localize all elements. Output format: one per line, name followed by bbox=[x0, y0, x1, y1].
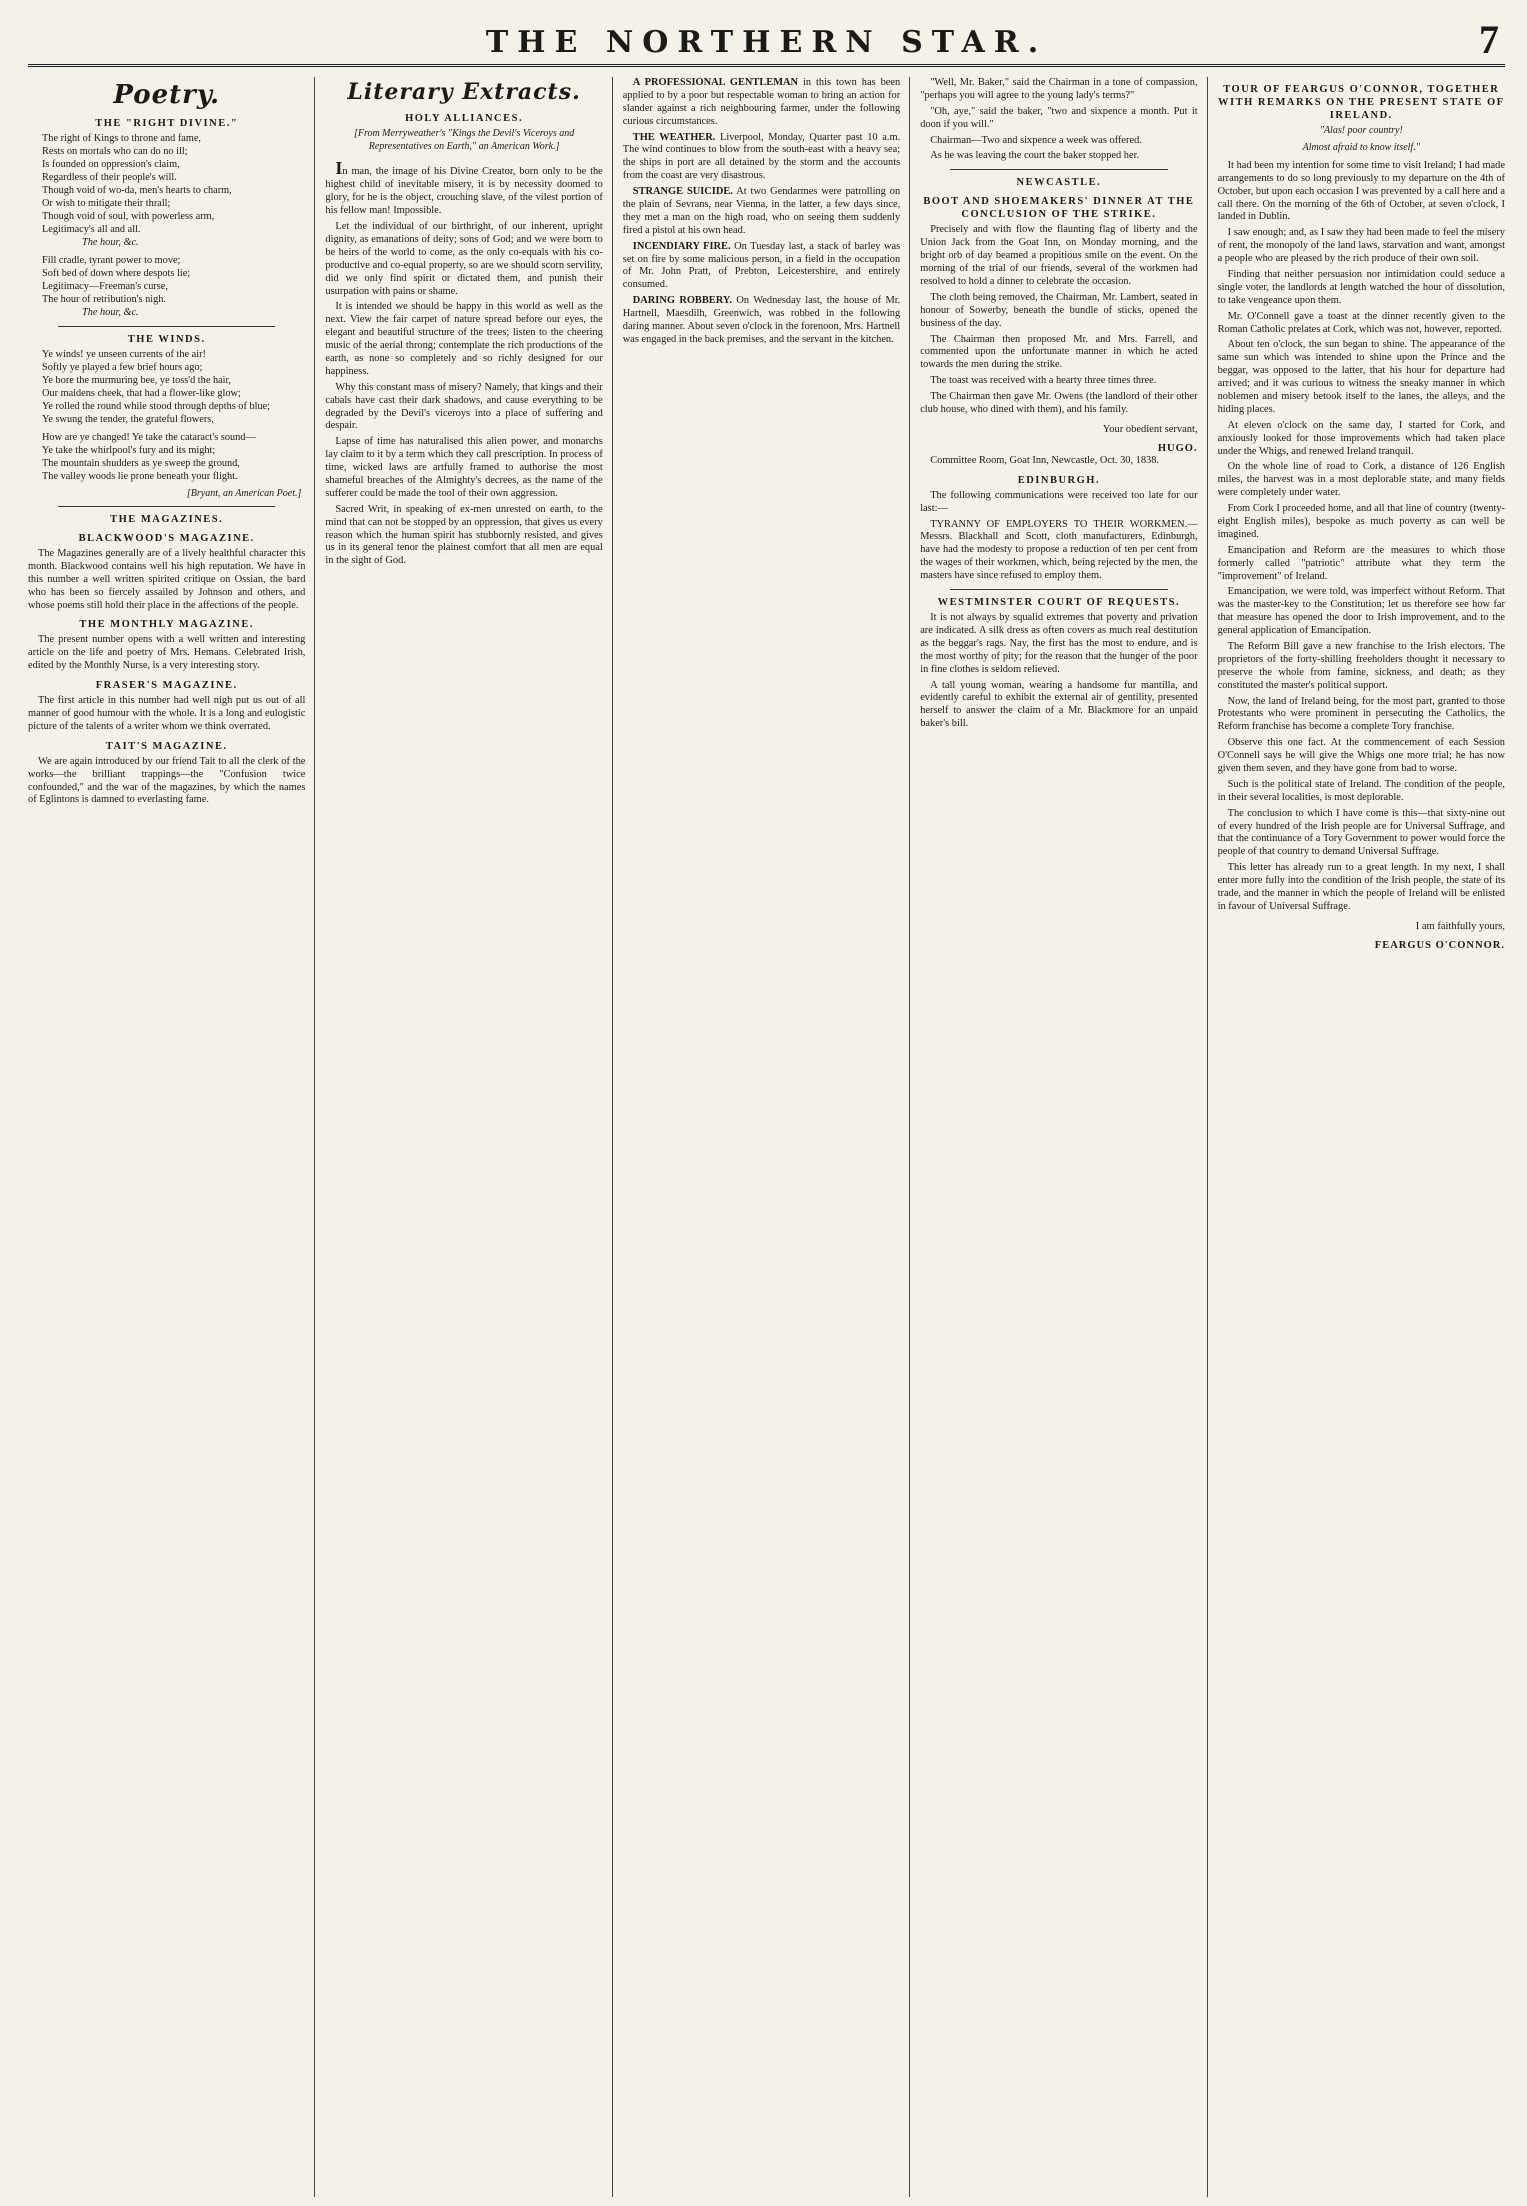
letter-paragraph: Emancipation and Reform are the measures to which those formerly called "patriotic" attribute what they term the "improvement" of Ireland. bbox=[1217, 544, 1505, 582]
poem-refrain: The hour, &c. bbox=[82, 237, 139, 248]
letter-paragraph: Emancipation, we were told, was imperfect without Reform. That was the master-key to the Constitution; let us therefore see how far that measure has opened the door to Irish improvement, and to the general application of Emancipation. bbox=[1217, 586, 1505, 637]
misc-paragraph bbox=[623, 132, 900, 184]
misc-text: At two Gendarmes were patrolling on the plain of Sevrans, near Vienna, in the latter, a few days since, they met a man on the high road, who on seeing them suddenly fired a pistol at his own head. bbox=[622, 186, 901, 236]
letter-paragraph: Such is the political state of Ireland. The condition of the people, in their several localities, is most deplorable. bbox=[1217, 778, 1505, 803]
letter-closing: I am faithfully yours, bbox=[1415, 920, 1505, 932]
poem-line: Is founded on oppression's claim, bbox=[42, 159, 180, 171]
holy-alliances-title: HOLY ALLIANCES. bbox=[405, 113, 524, 125]
poem-winds bbox=[42, 349, 299, 484]
letter-paragraph: This letter has already run to a great length. In my next, I shall enter more fully into the condition of the Irish people, the state of its trade, and the manner in which the people of Ireland will be enlisted in favour of Universal Suffrage. bbox=[1217, 862, 1505, 912]
columns bbox=[28, 77, 1505, 2197]
misc-heading: THE WEATHER. bbox=[632, 131, 716, 143]
monthly-text: The present number opens with a well written and interesting article on the life and poetry of Mrs. Hemans. Celebrated Irish, edited by the Monthly Nurse, is a very interesting story. bbox=[28, 634, 306, 672]
poem-line: Legitimacy's all and all. bbox=[42, 224, 141, 236]
divider bbox=[950, 589, 1167, 590]
poem-line: Or wish to mitigate their thrall; bbox=[42, 198, 171, 210]
article-paragraph: The toast was received with a hearty three times three. bbox=[930, 375, 1157, 387]
misc-text: in this town has been applied to by a poor but respectable woman to bring an action for slander against a rich neighbouring farmer, under the following curious circumstances. bbox=[622, 77, 901, 127]
misc-text: Liverpool, Monday, Quarter past 10 a.m. The wind continues to blow from the south-east with a heavy sea; the ships in port are all detained by the storm and the accounts from the coast are very disastrous. bbox=[622, 131, 901, 182]
article-paragraph: Why this constant mass of misery? Namely, that kings and their cabals have cast their dark shadows, and cause everything to be degraded by the Devil's viceroys into a place of suffering and despair. bbox=[325, 381, 603, 432]
article-paragraph: Sacred Writ, in speaking of ex-men unrested on earth, to the mind that can not be stopped by an oppression, that gives us every reason which the human spirit has stubbornly resisted, and gives us in its general tenor the plainest comfort that all men are equal in the sight of God. bbox=[325, 503, 603, 567]
poem-line: Ye swung the tender, the grateful flowers, bbox=[42, 413, 214, 425]
poem-line: Our maidens cheek, that had a flower-like glow; bbox=[42, 387, 241, 399]
poem-line: The right of Kings to throne and fame, bbox=[42, 133, 201, 145]
article-paragraph: A tall young woman, wearing a handsome fur mantilla, and evidently careful to exhibit the external air of gentility, presented herself to answer the claim of a Mr. Blackmore for an unpaid baker's bill. bbox=[920, 679, 1198, 730]
article-paragraph: Lapse of time has naturalised this alien power, and monarchs lay claim to it by a term which they call prescription. In process of time, wicked laws are artfully framed to authorise the most shameful breaches of the Almighty's decrees, as the name of the sufferer could be made the tool of their own aggression. bbox=[325, 436, 603, 499]
poem-line: Though void of soul, with powerless arm, bbox=[42, 211, 215, 223]
poem-title-right-divine: THE "RIGHT DIVINE." bbox=[95, 118, 239, 130]
poem-line: Ye take the whirlpool's fury and its might; bbox=[42, 444, 216, 456]
column-1 bbox=[28, 77, 315, 2197]
misc-paragraph bbox=[623, 295, 900, 347]
article-paragraph: It is not always by squalid extremes that poverty and privation are indicated. A silk dress as often covers as much real destitution as the beggar's rags. Nay, the first has the most to endure, and is the most worthy of pity; for the reason that the hunger of the poor in fine clothes is seldom relieved. bbox=[920, 612, 1198, 675]
article-paragraph: The cloth being removed, the Chairman, Mr. Lambert, seated in honour of Sowerby, beneath the bundle of sticks, opened the business of the day. bbox=[920, 291, 1198, 329]
letter-epigraph-2: Almost afraid to know itself." bbox=[1302, 142, 1420, 154]
poem-attribution: [Bryant, an American Poet.] bbox=[186, 487, 302, 499]
misc-text: On Tuesday last, a stack of barley was set on fire by some malicious person, in a field in the occupation of Mr. John Pratt, of Prebton, Leicestershire, and entirely consumed. bbox=[622, 240, 901, 291]
article-paragraph: As he was leaving the court the baker stopped her. bbox=[930, 150, 1140, 162]
misc-paragraph bbox=[623, 186, 900, 238]
misc-heading: A PROFESSIONAL GENTLEMAN bbox=[632, 77, 799, 88]
poem-line: Ye winds! ye unseen currents of the air! bbox=[42, 348, 206, 360]
poem-line: The mountain shudders as ye sweep the ground, bbox=[42, 457, 240, 469]
divider bbox=[950, 169, 1167, 170]
letter-epigraph-1: "Alas! poor country! bbox=[1319, 125, 1403, 137]
newcastle-place: Committee Room, Goat Inn, Newcastle, Oct. 30, 1838. bbox=[930, 454, 1160, 466]
newcastle-signature: HUGO. bbox=[1157, 442, 1198, 454]
extracts-section-label: Literary Extracts. bbox=[347, 79, 581, 105]
blackwood-title: BLACKWOOD'S MAGAZINE. bbox=[78, 532, 255, 544]
poem-line: The valley woods lie prone beneath your flight. bbox=[42, 470, 238, 482]
poem-line: Softly ye played a few brief hours ago; bbox=[42, 361, 203, 373]
letter-paragraph: Observe this one fact. At the commencement of each Session O'Connell says he will give the Whigs one more trial; he has now given them seven, and they have gone from bad to worse. bbox=[1217, 737, 1505, 775]
newcastle-signoff: Your obedient servant, bbox=[1102, 423, 1198, 435]
letter-paragraph: About ten o'clock, the sun began to shine. The appearance of the same sun which was intended to shine upon the Prince and the beggar, was opposed to the latter, that his hour for departure had arrived; and it was curious to witness the sneaky manner in which noblemen and misery betook itself to the lanes, the alleys, and the hiding places. bbox=[1217, 339, 1505, 415]
poem-line: Regardless of their people's will. bbox=[42, 172, 177, 184]
article-paragraph: The following communications were received too late for our last:— bbox=[920, 489, 1198, 514]
poetry-section-label: Poetry. bbox=[113, 80, 220, 110]
poem-line: Rests on mortals who can do no ill; bbox=[42, 146, 188, 158]
article-paragraph: "Well, Mr. Baker," said the Chairman in a tone of compassion, "perhaps you will agree to the young lady's terms?" bbox=[920, 77, 1198, 101]
tait-title: TAIT'S MAGAZINE. bbox=[105, 740, 228, 752]
letter-paragraph: The Reform Bill gave a new franchise to the Irish electors. The proprietors of the forty-shilling freeholders thought it necessary to preserve the whole from famine, sickness, and death; as they constituted the master's political support. bbox=[1217, 641, 1505, 691]
letter-paragraph: Now, the land of Ireland being, for the most part, granted to those Protestants who were prominent in persecuting the Catholics, the Reform franchise has become a complete Tory franchise. bbox=[1217, 695, 1505, 733]
letter-paragraph: From Cork I proceeded home, and all that line of country (twenty-eight English miles), bespoke as much poverty as can well be imagined. bbox=[1217, 503, 1505, 540]
poem-line: Soft bed of down where despots lie; bbox=[42, 267, 191, 279]
page-number: 7 bbox=[1479, 17, 1499, 62]
poem-refrain: The hour, &c. bbox=[82, 306, 139, 318]
masthead-title: THE NORTHERN STAR. bbox=[485, 25, 1048, 60]
newcastle-title: BOOT AND SHOEMAKERS' DINNER AT THE CONCLUSION OF THE STRIKE. bbox=[923, 196, 1195, 221]
poem-line: Ye rolled the round while stood through depths of blue; bbox=[42, 400, 271, 412]
article-paragraph: The Chairman then gave Mr. Owens (the landlord of their other club house, who dined with them), and his family. bbox=[920, 391, 1198, 415]
letter-paragraph: At eleven o'clock on the same day, I started for Cork, and anxiously looked for those improvements which had taken place under the Whigs, and renewed Ireland tranquil. bbox=[1217, 419, 1505, 457]
article-paragraph: "Oh, aye," said the baker, "two and sixpence a month. Put it doon if you will." bbox=[920, 105, 1198, 130]
poem-line: How are ye changed! Ye take the cataract's sound— bbox=[42, 431, 256, 443]
newcastle-heading: NEWCASTLE. bbox=[1016, 177, 1102, 189]
letter-signature: FEARGUS O'CONNOR. bbox=[1374, 939, 1505, 951]
poem-line: Fill cradle, tyrant power to move; bbox=[42, 254, 181, 266]
blackwood-text: The Magazines generally are of a lively healthful character this month. Blackwood contains well his high reputation. We have in this number a well written spirited critique on Ossian, the bard who has been so fiercely assailed by Johnson and others, and whose poems still hold their place in the affections of the people. bbox=[28, 547, 306, 611]
poem-line: Though void of wo-da, men's hearts to charm, bbox=[42, 185, 232, 197]
misc-paragraph bbox=[623, 77, 900, 129]
poem-line: The hour of retribution's nigh. bbox=[42, 293, 166, 305]
divider bbox=[58, 506, 275, 507]
letter-paragraph: I saw enough; and, as I saw they had been made to feel the misery of rent, the monopoly of the land laws, starvation and want, amongst a people who are pleased by the rich produce of their own soil. bbox=[1217, 227, 1505, 265]
tait-text: We are again introduced by our friend Tait to all the clerk of the works—the brilliant trappings—the "Confusion twice confounded," and the war of the magazines, by which the names of Eglintons is damned to everlasting fame. bbox=[28, 755, 306, 806]
fraser-text: The first article in this number had well nigh put us out of all manner of good humour with the whole. It is a long and eulogistic picture of the talents of a writer whom we think overrated. bbox=[28, 695, 306, 732]
poem-right-divine bbox=[42, 133, 299, 320]
magazines-heading: THE MAGAZINES. bbox=[110, 513, 224, 525]
misc-heading: DARING ROBBERY. bbox=[632, 295, 732, 307]
letter-paragraph: Finding that neither persuasion nor intimidation could seduce a single voter, the landlords at length watched the hour of dissolution, to take vengeance upon them. bbox=[1217, 268, 1505, 306]
misc-paragraph bbox=[623, 241, 900, 293]
article-paragraph: Chairman—Two and sixpence a week was offered. bbox=[930, 134, 1142, 146]
column-5 bbox=[1218, 77, 1505, 2197]
poem-title-winds: THE WINDS. bbox=[127, 333, 206, 345]
letter-paragraph: Mr. O'Connell gave a toast at the dinner recently given to the Roman Catholic prelates at Cork, which was not, however, reported. bbox=[1217, 310, 1505, 335]
article-paragraph: In man, the image of his Divine Creator, born only to be the highest child of inevitable misery, it is by necessity doomed to glory, for he is the object, crouching slave, of the vilest portion of his fellow man! Impossible. bbox=[325, 158, 603, 217]
letter-paragraph: The conclusion to which I have come is this—that sixty-nine out of every hundred of the Irish people are for Universal Suffrage, and that the continuance of a Tory Government to power would force the people of that country to demand Universal Suffrage. bbox=[1217, 807, 1505, 858]
article-paragraph: TYRANNY OF EMPLOYERS TO THEIR WORKMEN.—Messrs. Blackhall and Scott, cloth manufacturers, Edinburgh, have had the modesty to propose a reduction of ten per cent from the wages of their workmen, which, being rejected by the men, the masters have since refused to employ them. bbox=[920, 518, 1198, 582]
letter-paragraph: It had been my intention for some time to visit Ireland; I had made arrangements to do so long previously to my departure on the 4th of October, but upon each occasion I was prevented by a call here and a call there. On the morning of the 6th of October, at seven o'clock, I landed in Dublin. bbox=[1217, 159, 1505, 223]
poem-line: Legitimacy—Freeman's curse, bbox=[42, 280, 168, 292]
monthly-title: THE MONTHLY MAGAZINE. bbox=[79, 619, 254, 631]
article-paragraph: It is intended we should be happy in this world as well as the next. View the fair carpet of nature spread before our eyes, the elegant and beautiful structure of the trees; listen to the cheering music of the aerial throng; contemplate the rich productions of the earth, as none so completely and so richly designed for our happiness. bbox=[325, 301, 603, 377]
article-paragraph: The Chairman then proposed Mr. and Mrs. Farrell, and commented upon the unfortunate manner in which he acted towards the men during the strike. bbox=[920, 333, 1198, 371]
article-paragraph: Let the individual of our birthright, of our inherent, upright dignity, as emanations of deity; sons of God; and we were born to be heirs of the world to come, as the only co-equals with his co-productive and co-equal property, so are we should scorn servility, did we only find spirit or dictated them, and punish their usurpation with pains or shame. bbox=[325, 221, 603, 297]
column-3 bbox=[623, 77, 910, 2197]
letter-paragraph: On the whole line of road to Cork, a distance of 126 English miles, the harvest was in a most deplorable state, and many fields were completely under water. bbox=[1217, 461, 1505, 499]
fraser-title: FRASER'S MAGAZINE. bbox=[95, 680, 238, 692]
misc-heading: STRANGE SUICIDE. bbox=[632, 186, 733, 198]
letter-title: TOUR OF FEARGUS O'CONNOR, TOGETHER WITH REMARKS ON THE PRESENT STATE OF IRELAND. bbox=[1217, 84, 1505, 122]
edinburgh-heading: EDINBURGH. bbox=[1017, 474, 1101, 486]
column-4 bbox=[920, 77, 1207, 2197]
divider bbox=[58, 326, 275, 327]
masthead bbox=[28, 18, 1505, 67]
misc-heading: INCENDIARY FIRE. bbox=[632, 240, 731, 252]
column-2 bbox=[325, 77, 612, 2197]
westminster-heading: WESTMINSTER COURT OF REQUESTS. bbox=[937, 597, 1181, 609]
poem-line: Ye bore the murmuring bee, ye toss'd the hair, bbox=[42, 374, 232, 386]
holy-alliances-intro: [From Merryweather's "Kings the Devil's Viceroys and Representatives on Earth," an American Work.] bbox=[353, 128, 575, 152]
misc-text: On Wednesday last, the house of Mr. Hartnell, Maesdilh, Greenwich, was robbed in the following daring manner. About seven o'clock in the forenoon, Mrs. Hartnell was engaged in the back premises, and the servant in the kitchen. bbox=[622, 295, 901, 345]
article-paragraph: Precisely and with flow the flaunting flag of liberty and the Union Jack from the Goat Inn, on Monday morning, and the bright orb of day beamed a propitious smile on the event. On the morning of the trial of our friends, several of the workmen had resolved to hold a dinner to celebrate the occasion. bbox=[920, 224, 1198, 287]
